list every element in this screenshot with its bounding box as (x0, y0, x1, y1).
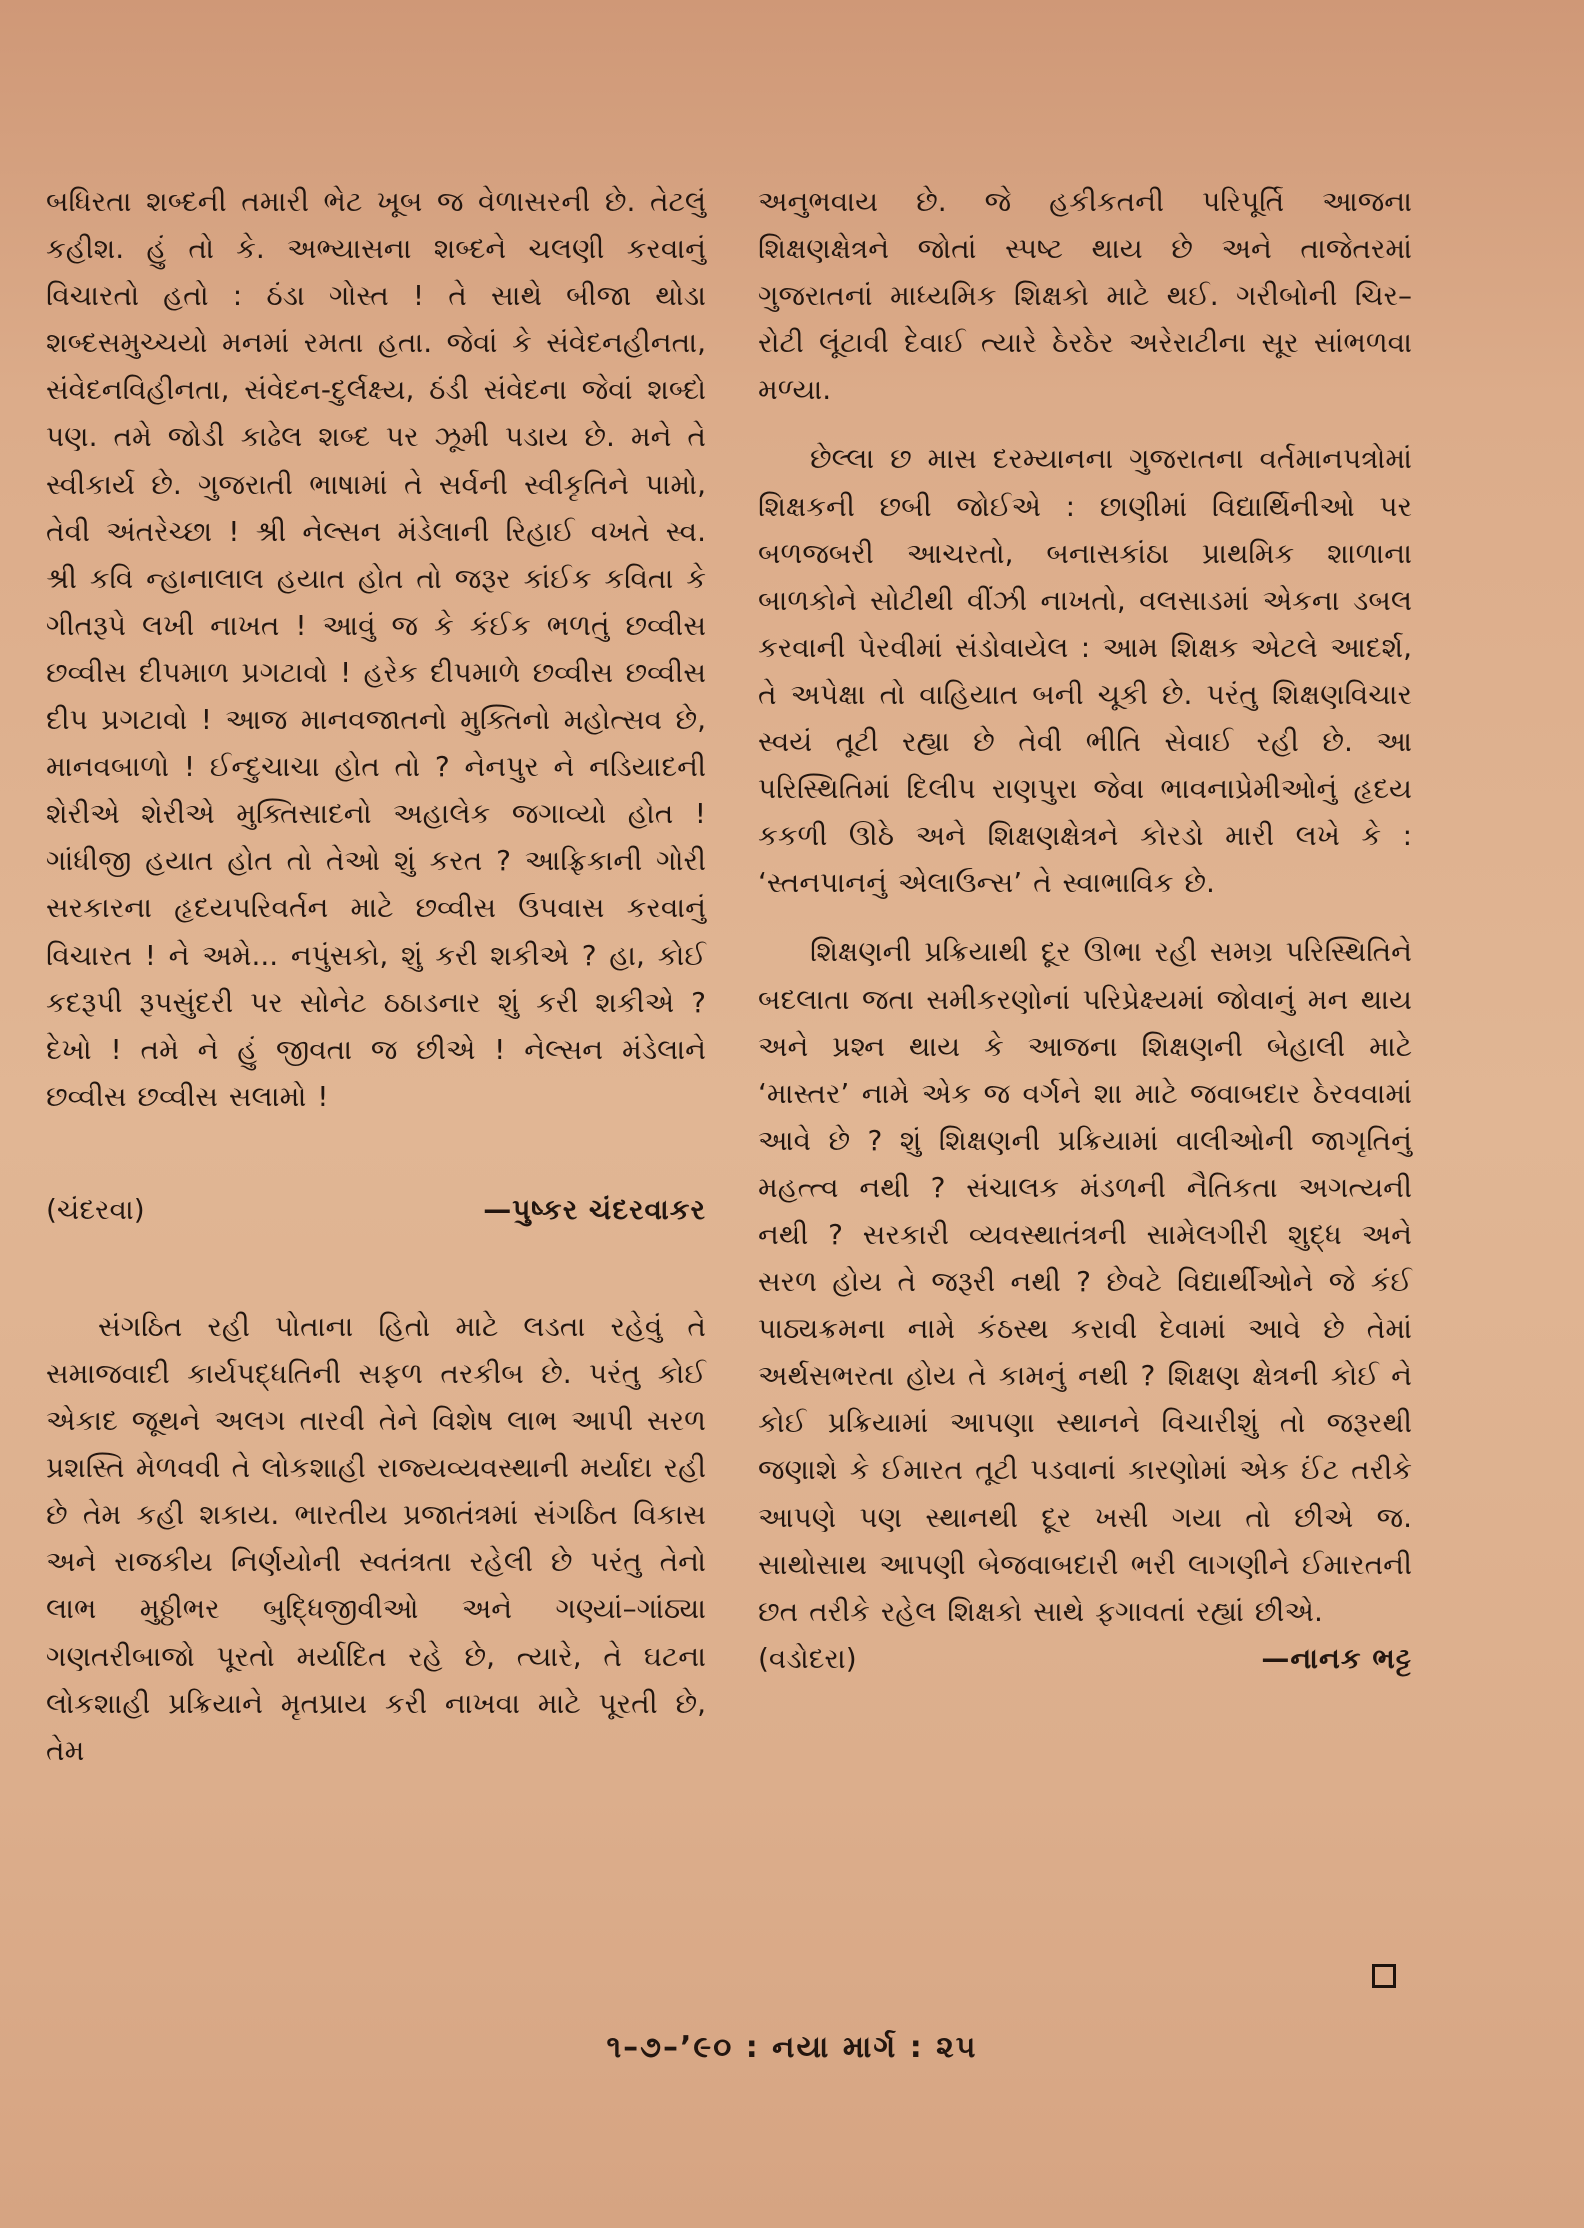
page-footer: ૧–૭–’૯૦ : નયા માર્ગ : ૨૫ (606, 2030, 978, 2065)
place-label: (વડોદરા) (758, 1641, 857, 1675)
left-column (46, 178, 706, 1774)
letter-paragraph-4: છેલ્લા છ માસ દરમ્યાનના ગુજરાતના વર્તમાનપત્રોમાં શિક્ષકની છબી જોઈએ : છાણીમાં વિદ્યાર્થિનીઓ પર બળજબરી આચરતો, બનાસકાંઠા પ્રાથમિક શાળાના બાળકોને સોટીથી વીંઝી નાખતો, વલસાડમાં એકના ડબલ કરવાની પેરવીમાં સંડોવાયેલ : આમ શિક્ષક એટલે આદર્શ, તે અપેક્ષા તો વાહિયાત બની ચૂકી છે. પરંતુ શિક્ષણવિચાર સ્વયં તૂટી રહ્યા છે તેવી ભીતિ સેવાઈ રહી છે. આ પરિસ્થિતિમાં દિલીપ રાણપુરા જેવા ભાવનાપ્રેમીઓનું હૃદય કકળી ઊઠે અને શિક્ષણક્ષેત્રને કોરડો મારી લખે કે : ‘સ્તનપાનનું એલાઉન્સ’ તે સ્વાભાવિક છે. (758, 442, 1412, 900)
letter-paragraph-5: શિક્ષણની પ્રક્રિયાથી દૂર ઊભા રહી સમગ્ર પરિસ્થિતિને બદલાતા જતા સમીકરણોનાં પરિપ્રેક્ષ્યમાં જોવાનું મન થાય અને પ્રશ્ન થાય કે આજના શિક્ષણની બેહાલી માટે ‘માસ્તર’ નામે એક જ વર્ગને શા માટે જવાબદાર ઠેરવવામાં આવે છે ? શું શિક્ષણની પ્રક્રિયામાં વાલીઓની જાગૃતિનું મહત્ત્વ નથી ? સંચાલક મંડળની નૈતિકતા અગત્યની નથી ? સરકારી વ્યવસ્થાતંત્રની સામેલગીરી શુદ્ધ અને સરળ હોય તે જરૂરી નથી ? છેવટે વિદ્યાર્થીઓને જે કંઈ પાઠ્યક્રમના નામે કંઠસ્થ કરાવી દેવામાં આવે છે તેમાં અર્થસભરતા હોય તે કામનું નથી ? શિક્ષણ ક્ષેત્રની કોઈ ને કોઈ પ્રક્રિયામાં આપણા સ્થાનને વિચારીશું તો જરૂરથી જણાશે કે ઈમારત તૂટી પડવાનાં કારણોમાં એક ઈંટ તરીકે આપણે પણ સ્થાનથી દૂર ખસી ગયા તો છીએ જ. સાથોસાથ આપણી બેજવાબદારી ભરી લાગણીને ઈમારતની છત તરીકે રહેલ શિક્ષકો સાથે ફગાવતાં રહ્યાં છીએ. (758, 935, 1412, 1628)
author-name: —નાનક ભટ્ટ (1261, 1641, 1412, 1675)
place-label: (ચંદરવા) (46, 1192, 145, 1226)
signature-row-1 (46, 1186, 706, 1233)
letter-paragraph-1: બધિરતા શબ્દની તમારી ભેટ ખૂબ જ વેળાસરની છે. તેટલું કહીશ. હું તો કે. અભ્યાસના શબ્દને ચલણી કરવાનું વિચારતો હતો : ઠંડા ગોસ્ત ! તે સાથે બીજા થોડા શબ્દસમુચ્ચયો મનમાં રમતા હતા. જેવાં કે સંવેદનહીનતા, સંવેદનવિહીનતા, સંવેદન-દુર્લક્ષ્ય, ઠંડી સંવેદના જેવાં શબ્દો પણ. તમે જોડી કાઢેલ શબ્દ પર ઝૂમી પડાય છે. મને તે સ્વીકાર્ય છે. ગુજરાતી ભાષામાં તે સર્વની સ્વીકૃતિને પામો, તેવી અંતરેચ્છા ! શ્રી નેલ્સન મંડેલાની રિહાઈ વખતે સ્વ. શ્રી કવિ ન્હાનાલાલ હયાત હોત તો જરૂર કાંઈક કવિતા કે ગીતરૂપે લખી નાખત ! આવું જ કે કંઈક ભળતું છવ્વીસ છવ્વીસ દીપમાળ પ્રગટાવો ! હરેક દીપમાળે છવ્વીસ છવ્વીસ દીપ પ્રગટાવો ! આજ માનવજાતનો મુક્તિનો મહોત્સવ છે, માનવબાળો ! ઈન્દુચાચા હોત તો ? નેનપુર ને નડિયાદની શેરીએ શેરીએ મુક્તિસાદનો અહાલેક જગાવ્યો હોત ! ગાંધીજી હયાત હોત તો તેઓ શું કરત ? આફ્રિકાની ગોરી સરકારના હૃદયપરિવર્તન માટે છવ્વીસ ઉપવાસ કરવાનું વિચારત ! ને અમે... નપુંસકો, શું કરી શકીએ ? હા, કોઈ કદરૂપી રૂપસુંદરી પર સોનેટ ઠઠાડનાર શું કરી શકીએ ? દેખો ! તમે ને હું જીવતા જ છીએ ! નેલ્સન મંડેલાને છવ્વીસ છવ્વીસ સલામો ! (46, 185, 706, 1113)
signature-row-2 (758, 1635, 1412, 1682)
end-mark-box-icon (1372, 1964, 1396, 1988)
author-name: —પુષ્કર ચંદરવાકર (483, 1192, 706, 1226)
right-column (758, 178, 1412, 1682)
letter-paragraph-3: અનુભવાય છે. જે હકીકતની પરિપૂર્તિ આજના શિક્ષણક્ષેત્રને જોતાં સ્પષ્ટ થાય છે અને તાજેતરમાં ગુજરાતનાં માધ્યમિક શિક્ષકો માટે થઈ. ગરીબોની ચિર–રોટી લૂંટાવી દેવાઈ ત્યારે ઠેરઠેર અરેરાટીના સૂર સાંભળવા મળ્યા. (758, 185, 1412, 407)
letter-paragraph-2: સંગઠિત રહી પોતાના હિતો માટે લડતા રહેવું તે સમાજવાદી કાર્યપદ્ધતિની સફળ તરકીબ છે. પરંતુ કોઈ એકાદ જૂથને અલગ તારવી તેને વિશેષ લાભ આપી સરળ પ્રશસ્તિ મેળવવી તે લોકશાહી રાજ્યવ્યવસ્થાની મર્યાદા રહી છે તેમ કહી શકાય. ભારતીય પ્રજાતંત્રમાં સંગઠિત વિકાસ અને રાજકીય નિર્ણયોની સ્વતંત્રતા રહેલી છે પરંતુ તેનો લાભ મુઠ્ઠીભર બુદ્ધિજીવીઓ અને ગણ્યાં–ગાંઠ્યા ગણતરીબાજો પૂરતો મર્યાદિત રહે છે, ત્યારે, તે ઘટના લોકશાહી પ્રક્રિયાને મૃતપ્રાય કરી નાખવા માટે પૂરતી છે, તેમ (46, 1309, 706, 1767)
